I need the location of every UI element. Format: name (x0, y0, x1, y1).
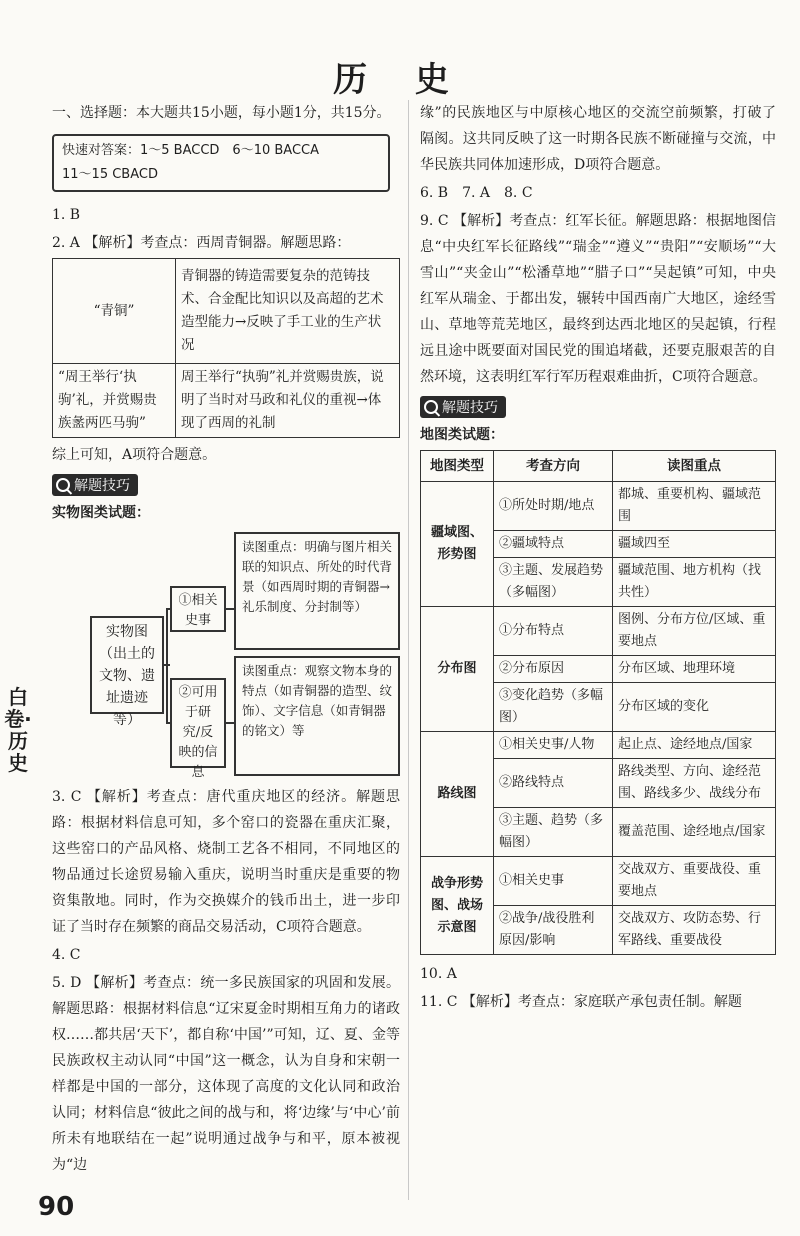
answer-q5: 5. D 【解析】考查点：统一多民族国家的巩固和发展。解题思路：根据材料信息“辽宋夏金时期相互角力的诸政权……都共居‘天下’，都自称‘中国’”可知，辽、夏、金等民族政权主动认同“中国”这一概念，认为自身和宋朝一样都是中国的一部分，这体现了高度的文化认同和政治认同；材料信息“彼此之间的战与和，将‘边缘’与‘中心’前所未有地联结在一起”说明通过战争与和平，原本被视为“边 (52, 975, 400, 1173)
diagram-research-info-box: ②可用于研究/反映的信息 (170, 678, 226, 768)
map-type-cell: 疆域图、形势图 (421, 482, 494, 607)
table-header: 读图重点 (613, 451, 776, 482)
table-row (421, 857, 776, 906)
answer-q9: 9. C 【解析】考查点：红军长征。解题思路：根据地图信息“中央红军长征路线”“瑞金”“遵义”“贵阳”“安顺场”“大雪山”“夹金山”“松潘草地”“腊子口”“吴起镇”可知，中央红军从瑞金、于都出发，辗转中国西南广大地区，途经雪山、草地等荒芜地区，最终到达西北地区的吴起镇，行程远且途中既要面对国民党的围追堵截，还要克服艰苦的自然环境，这表明红军行军历程艰难曲折，C项符合题意。 (420, 213, 776, 385)
skill-subtitle: 实物图类试题： (52, 505, 150, 521)
diagram-related-events-box: ①相关史事 (170, 586, 226, 632)
quick-answer-box (52, 134, 390, 192)
connector-line (226, 722, 234, 724)
answer-q11: 11. C 【解析】考查点：家庭联产承包责任制。解题 (420, 994, 742, 1010)
table-cell: “青铜” (53, 259, 176, 364)
side-label: 白卷·历史 (4, 685, 32, 775)
table-row (421, 607, 776, 656)
table-cell: 覆盖范围、途经地点/国家 (613, 808, 776, 857)
answer-q5-continued: 缘”的民族地区与中原核心地区的交流空前频繁，打破了隔阂。这共同反映了这一时期各民族不断碰撞与交流，中华民族共同体加速形成，D项符合题意。 (420, 105, 776, 173)
table-cell: 交战双方、重要战役、重要地点 (613, 857, 776, 906)
skill-subtitle: 地图类试题： (420, 427, 504, 443)
connector-line (226, 608, 234, 610)
page-number: 90 (38, 1192, 75, 1222)
skill-header (420, 396, 506, 418)
column-divider (408, 100, 409, 1200)
left-column (52, 100, 400, 1180)
table-cell: 青铜器的铸造需要复杂的范铸技术、合金配比知识以及高超的艺术造型能力→反映了手工业的生产状况 (176, 259, 400, 364)
table-cell: ②路线特点 (494, 759, 613, 808)
answer-q3: 3. C 【解析】考查点：唐代重庆地区的经济。解题思路：根据材料信息可知，多个窑口的瓷器在重庆汇聚，这些窑口的产品风格、烧制工艺各不相同，不同地区的物品通过长途贸易输入重庆，说明当时重庆是重要的物资集散地。同时，作为交换媒介的钱币出土，进一步印证了当时存在频繁的商品交易活动，C项符合题意。 (52, 789, 400, 935)
table-cell: ①分布特点 (494, 607, 613, 656)
magnifier-icon (56, 478, 70, 492)
right-column (420, 100, 776, 1017)
q2-conclusion: 综上可知，A项符合题意。 (52, 447, 217, 463)
table-cell: ③主题、趋势（多幅图） (494, 808, 613, 857)
diagram-main-box: 实物图（出土的文物、遗址遗迹等） (90, 616, 164, 714)
answer-q4: 4. C (52, 947, 81, 963)
table-cell: 分布区域、地理环境 (613, 656, 776, 683)
answer-q10: 10. A (420, 966, 457, 982)
table-cell: 疆域范围、地方机构（找共性） (613, 558, 776, 607)
map-type-cell: 战争形势图、战场示意图 (421, 857, 494, 955)
section-heading: 一、选择题：本大题共15小题，每小题1分，共15分。 (52, 105, 391, 121)
table-row (421, 482, 776, 531)
table-row (53, 259, 400, 364)
skill-tag-label: 解题技巧 (442, 400, 498, 416)
diagram-reading-focus-2: 读图重点：观察文物本身的特点（如青铜器的造型、纹饰）、文字信息（如青铜器的铭文）等 (234, 656, 400, 776)
table-cell: ①相关史事 (494, 857, 613, 906)
table-header: 地图类型 (421, 451, 494, 482)
table-cell: 疆域四至 (613, 531, 776, 558)
skill-header (52, 474, 138, 496)
table-header-row (421, 451, 776, 482)
table-header: 考查方向 (494, 451, 613, 482)
table-cell: ②疆域特点 (494, 531, 613, 558)
table-cell: ①相关史事/人物 (494, 732, 613, 759)
q2-analysis-table (52, 258, 400, 438)
artifact-diagram (52, 532, 400, 780)
magnifier-icon (424, 400, 438, 414)
page-title: 历 史 (333, 60, 467, 100)
table-cell: “周王举行‘执驹’礼，并赏赐贵族盠两匹马驹” (53, 364, 176, 438)
map-type-cell: 路线图 (421, 732, 494, 857)
skill-tag-label: 解题技巧 (74, 478, 130, 494)
table-cell: ②战争/战役胜利原因/影响 (494, 906, 613, 955)
table-cell: 起止点、途经地点/国家 (613, 732, 776, 759)
table-cell: ③变化趋势（多幅图） (494, 683, 613, 732)
quick-answer-line-2: 11～15 CBACD (62, 167, 158, 182)
table-cell: ②分布原因 (494, 656, 613, 683)
table-cell: 周王举行“执驹”礼并赏赐贵族，说明了当时对马政和礼仪的重视→体现了西周的礼制 (176, 364, 400, 438)
table-cell: 都城、重要机构、疆域范围 (613, 482, 776, 531)
table-row (421, 732, 776, 759)
map-type-cell: 分布图 (421, 607, 494, 732)
table-cell: 图例、分布方位/区域、重要地点 (613, 607, 776, 656)
diagram-reading-focus-1: 读图重点：明确与图片相关联的知识点、所处的时代背景（如西周时期的青铜器→礼乐制度、分封制等） (234, 532, 400, 650)
skill-tag (420, 396, 506, 418)
connector-line (166, 608, 168, 722)
answer-q1: 1. B (52, 207, 81, 223)
table-cell: 路线类型、方向、途经范围、路线多少、战线分布 (613, 759, 776, 808)
answer-q6-8: 6. B 7. A 8. C (420, 185, 533, 201)
table-cell: 交战双方、攻防态势、行军路线、重要战役 (613, 906, 776, 955)
table-cell: ①所处时期/地点 (494, 482, 613, 531)
table-cell: ③主题、发展趋势（多幅图） (494, 558, 613, 607)
table-cell: 分布区域的变化 (613, 683, 776, 732)
map-type-table (420, 450, 776, 955)
quick-answer-line-1: 快速对答案：1～5 BACCD 6～10 BACCA (62, 143, 319, 158)
skill-tag (52, 474, 138, 496)
table-row (53, 364, 400, 438)
answer-q2-head: 2. A 【解析】考查点：西周青铜器。解题思路： (52, 235, 351, 251)
